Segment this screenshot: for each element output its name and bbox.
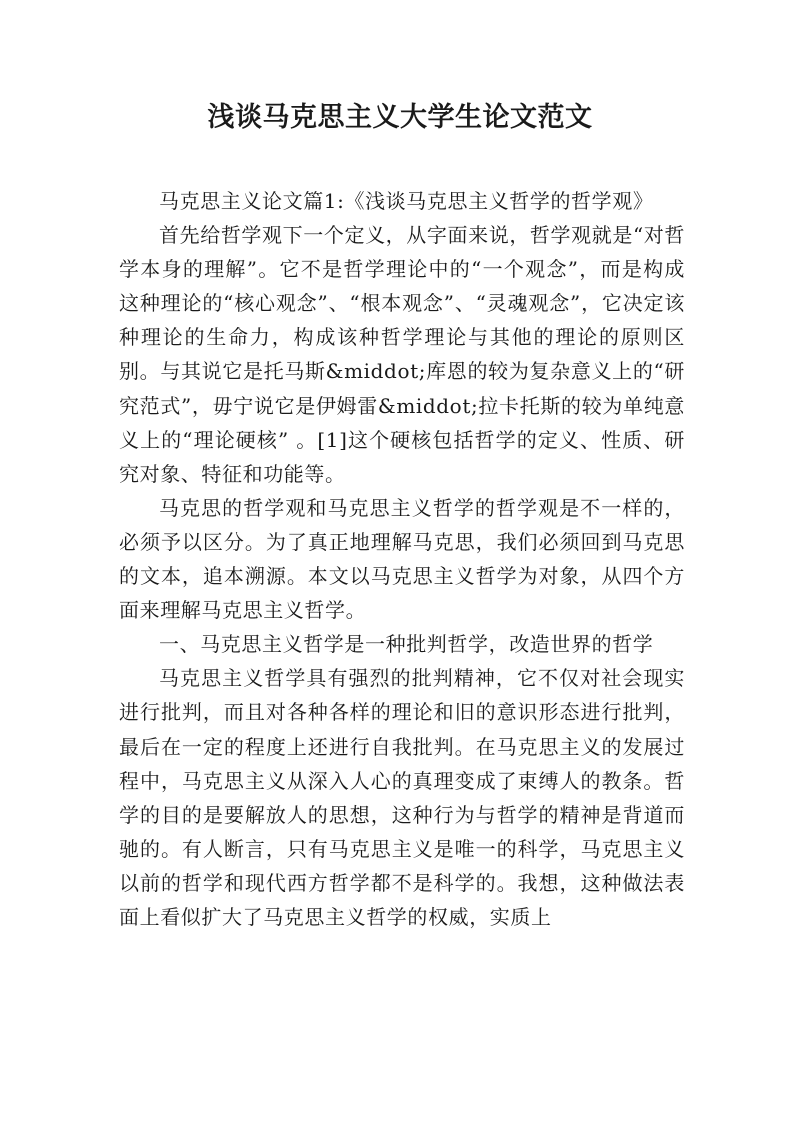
section-heading-critique: 一、马克思主义哲学是一种批判哲学，改造世界的哲学 — [159, 632, 654, 657]
document-title: 浅谈马克思主义大学生论文范文 — [207, 102, 593, 133]
document-body — [119, 184, 685, 934]
paragraph-distinction: 马克思的哲学观和马克思主义哲学的哲学观是不一样的，必须予以区分。为了真正地理解马克思，我们必须回到马克思的文本，追本溯源。本文以马克思主义哲学为对象，从四个方面来理解马克思主义哲学。 — [119, 495, 685, 623]
paragraph-critique: 马克思主义哲学具有强烈的批判精神，它不仅对社会现实进行批判，而且对各种各样的理论和旧的意识形态进行批判，最后在一定的程度上还进行自我批判。在马克思主义的发展过程中，马克思主义从深入人心的真理变成了束缚人的教条。哲学的目的是要解放人的思想，这种行为与哲学的精神是背道而驰的。有人断言，只有马克思主义是唯一的科学，马克思主义以前的哲学和现代西方哲学都不是科学的。我想，这种做法表面上看似扩大了马克思主义哲学的权威，实质上 — [119, 666, 685, 929]
paragraph-definition: 首先给哲学观下一个定义，从字面来说，哲学观就是“对哲学本身的理解”。它不是哲学理论中的“一个观念”，而是构成这种理论的“核心观念”、“根本观念”、“灵魂观念”，它决定该种理论的生命力，构成该种哲学理论与其他的理论的原则区别。与其说它是托马斯&middot;库恩的较为复杂意义上的“研究范式”，毋宁说它是伊姆雷&middot;拉卡托斯的较为单纯意义上的“理论硬核” 。[1]这个硬核包括哲学的定义、性质、研究对象、特征和功能等。 — [119, 223, 685, 486]
paragraph-heading-article: 马克思主义论文篇1:《浅谈马克思主义哲学的哲学观》 — [159, 189, 654, 213]
